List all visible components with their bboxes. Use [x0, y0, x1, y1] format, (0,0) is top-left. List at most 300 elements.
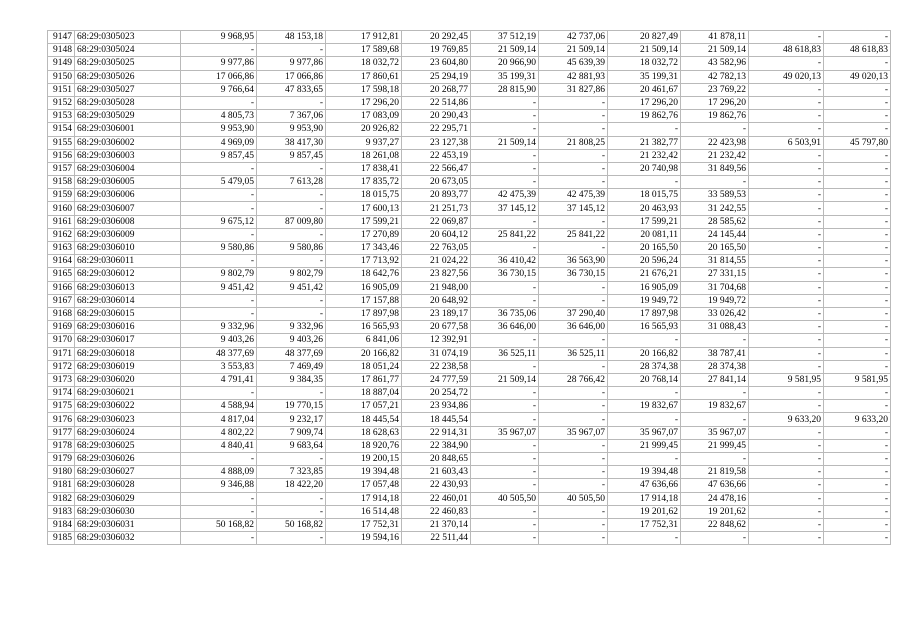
value-cell: -: [181, 255, 257, 268]
value-cell: 5 479,05: [181, 176, 257, 189]
value-cell: 19 594,16: [326, 532, 402, 545]
value-cell: -: [681, 334, 749, 347]
value-cell: -: [749, 492, 824, 505]
value-cell: 21 509,14: [471, 44, 539, 57]
value-cell: 18 887,04: [326, 387, 402, 400]
value-cell: -: [824, 176, 891, 189]
value-cell: -: [749, 215, 824, 228]
cadastral-number-cell: 68:29:0306013: [75, 281, 181, 294]
value-cell: 19 769,85: [402, 44, 471, 57]
value-cell: 19 862,76: [681, 110, 749, 123]
value-cell: -: [257, 255, 326, 268]
value-cell: 9 346,88: [181, 479, 257, 492]
table-row: [48, 518, 891, 531]
cadastral-number-cell: 68:29:0306007: [75, 202, 181, 215]
value-cell: -: [824, 96, 891, 109]
value-cell: -: [471, 387, 539, 400]
value-cell: 20 166,82: [608, 347, 681, 360]
value-cell: -: [681, 387, 749, 400]
value-cell: -: [749, 268, 824, 281]
cadastral-number-cell: 68:29:0305023: [75, 31, 181, 44]
value-cell: 17 835,72: [326, 176, 402, 189]
value-cell: 9 332,96: [181, 321, 257, 334]
table-row: [48, 439, 891, 452]
value-cell: 36 730,15: [539, 268, 608, 281]
row-number-cell: 9159: [48, 189, 75, 202]
value-cell: 24 777,59: [402, 373, 471, 386]
cadastral-number-cell: 68:29:0306023: [75, 413, 181, 426]
value-cell: 21 509,14: [471, 373, 539, 386]
value-cell: 35 967,07: [539, 426, 608, 439]
value-cell: -: [471, 215, 539, 228]
value-cell: -: [749, 439, 824, 452]
value-cell: 33 589,53: [681, 189, 749, 202]
value-cell: 47 636,66: [608, 479, 681, 492]
value-cell: 21 382,77: [608, 136, 681, 149]
value-cell: -: [257, 44, 326, 57]
value-cell: 47 636,66: [681, 479, 749, 492]
value-cell: -: [471, 176, 539, 189]
row-number-cell: 9171: [48, 347, 75, 360]
value-cell: -: [824, 360, 891, 373]
value-cell: -: [539, 360, 608, 373]
value-cell: 9 332,96: [257, 321, 326, 334]
value-cell: 22 069,87: [402, 215, 471, 228]
value-cell: 31 849,56: [681, 162, 749, 175]
value-cell: -: [257, 307, 326, 320]
value-cell: 20 768,14: [608, 373, 681, 386]
cadastral-number-cell: 68:29:0306029: [75, 492, 181, 505]
value-cell: -: [749, 532, 824, 545]
row-number-cell: 9179: [48, 453, 75, 466]
row-number-cell: 9165: [48, 268, 75, 281]
value-cell: 9 937,27: [326, 136, 402, 149]
value-cell: -: [471, 123, 539, 136]
row-number-cell: 9150: [48, 70, 75, 83]
value-cell: 9 977,86: [257, 57, 326, 70]
value-cell: -: [824, 242, 891, 255]
value-cell: 24 145,44: [681, 228, 749, 241]
value-cell: 23 934,86: [402, 400, 471, 413]
value-cell: -: [539, 215, 608, 228]
value-cell: 9 633,20: [824, 413, 891, 426]
value-cell: -: [257, 202, 326, 215]
value-cell: -: [539, 400, 608, 413]
table-row: [48, 162, 891, 175]
value-cell: -: [824, 189, 891, 202]
value-cell: -: [749, 479, 824, 492]
value-cell: 20 648,92: [402, 294, 471, 307]
value-cell: 20 268,77: [402, 83, 471, 96]
value-cell: -: [824, 518, 891, 531]
value-cell: 48 618,83: [824, 44, 891, 57]
value-cell: -: [749, 31, 824, 44]
cadastral-number-cell: 68:29:0305029: [75, 110, 181, 123]
table-row: [48, 479, 891, 492]
table-row: [48, 492, 891, 505]
table-row: [48, 347, 891, 360]
value-cell: 19 862,76: [608, 110, 681, 123]
value-cell: -: [471, 242, 539, 255]
value-cell: 9 580,86: [181, 242, 257, 255]
value-cell: 20 463,93: [608, 202, 681, 215]
value-cell: -: [749, 228, 824, 241]
value-cell: 20 966,90: [471, 57, 539, 70]
cadastral-number-cell: 68:29:0306026: [75, 453, 181, 466]
value-cell: 4 969,09: [181, 136, 257, 149]
value-cell: 9 232,17: [257, 413, 326, 426]
value-cell: 21 819,58: [681, 466, 749, 479]
value-cell: 9 802,79: [257, 268, 326, 281]
row-number-cell: 9162: [48, 228, 75, 241]
value-cell: 9 384,35: [257, 373, 326, 386]
value-cell: 21 509,14: [608, 44, 681, 57]
value-cell: 19 949,72: [608, 294, 681, 307]
value-cell: -: [749, 281, 824, 294]
row-number-cell: 9149: [48, 57, 75, 70]
cadastral-number-cell: 68:29:0306008: [75, 215, 181, 228]
value-cell: -: [749, 149, 824, 162]
table-row: [48, 189, 891, 202]
value-cell: 9 766,64: [181, 83, 257, 96]
value-cell: 47 833,65: [257, 83, 326, 96]
value-cell: -: [539, 479, 608, 492]
row-number-cell: 9184: [48, 518, 75, 531]
value-cell: 20 166,82: [326, 347, 402, 360]
value-cell: 17 897,98: [326, 307, 402, 320]
value-cell: -: [749, 294, 824, 307]
row-number-cell: 9170: [48, 334, 75, 347]
value-cell: 18 261,08: [326, 149, 402, 162]
value-cell: 18 642,76: [326, 268, 402, 281]
value-cell: 37 145,12: [539, 202, 608, 215]
table-row: [48, 110, 891, 123]
cadastral-number-cell: 68:29:0306024: [75, 426, 181, 439]
value-cell: -: [539, 162, 608, 175]
value-cell: 20 677,58: [402, 321, 471, 334]
value-cell: -: [824, 321, 891, 334]
row-number-cell: 9167: [48, 294, 75, 307]
cadastral-number-cell: 68:29:0305028: [75, 96, 181, 109]
value-cell: -: [824, 31, 891, 44]
value-cell: -: [539, 149, 608, 162]
row-number-cell: 9175: [48, 400, 75, 413]
value-cell: 9 977,86: [181, 57, 257, 70]
cadastral-number-cell: 68:29:0306015: [75, 307, 181, 320]
value-cell: -: [539, 466, 608, 479]
value-cell: -: [681, 123, 749, 136]
table-row: [48, 532, 891, 545]
value-cell: -: [824, 123, 891, 136]
cadastral-number-cell: 68:29:0306009: [75, 228, 181, 241]
value-cell: 21 509,14: [539, 44, 608, 57]
value-cell: 42 475,39: [471, 189, 539, 202]
value-cell: 21 999,45: [608, 439, 681, 452]
table-row: [48, 255, 891, 268]
table-row: [48, 149, 891, 162]
value-cell: -: [471, 110, 539, 123]
table-row: [48, 334, 891, 347]
value-cell: 20 081,11: [608, 228, 681, 241]
value-cell: -: [181, 453, 257, 466]
table-row: [48, 268, 891, 281]
value-cell: 4 791,41: [181, 373, 257, 386]
value-cell: 33 026,42: [681, 307, 749, 320]
value-cell: 23 127,38: [402, 136, 471, 149]
value-cell: 17 083,09: [326, 110, 402, 123]
value-cell: 36 730,15: [471, 268, 539, 281]
value-cell: 49 020,13: [824, 70, 891, 83]
cadastral-number-cell: 68:29:0306017: [75, 334, 181, 347]
value-cell: 17 057,21: [326, 400, 402, 413]
row-number-cell: 9158: [48, 176, 75, 189]
table-row: [48, 96, 891, 109]
value-cell: 18 032,72: [608, 57, 681, 70]
value-cell: -: [749, 334, 824, 347]
table-row: [48, 70, 891, 83]
table-body: [48, 31, 891, 545]
value-cell: 22 295,71: [402, 123, 471, 136]
value-cell: 19 201,62: [681, 505, 749, 518]
value-cell: 36 410,42: [471, 255, 539, 268]
value-cell: 20 165,50: [608, 242, 681, 255]
value-cell: 18 422,20: [257, 479, 326, 492]
value-cell: 21 948,00: [402, 281, 471, 294]
value-cell: 4 588,94: [181, 400, 257, 413]
value-cell: -: [681, 532, 749, 545]
value-cell: 20 254,72: [402, 387, 471, 400]
value-cell: 9 968,95: [181, 31, 257, 44]
value-cell: 17 752,31: [326, 518, 402, 531]
value-cell: -: [181, 228, 257, 241]
cadastral-number-cell: 68:29:0305025: [75, 57, 181, 70]
value-cell: 50 168,82: [257, 518, 326, 531]
value-cell: 9 675,12: [181, 215, 257, 228]
value-cell: 23 827,56: [402, 268, 471, 281]
value-cell: -: [749, 400, 824, 413]
row-number-cell: 9151: [48, 83, 75, 96]
value-cell: -: [749, 110, 824, 123]
cadastral-number-cell: 68:29:0306030: [75, 505, 181, 518]
value-cell: -: [471, 162, 539, 175]
value-cell: 35 199,31: [608, 70, 681, 83]
value-cell: 22 384,90: [402, 439, 471, 452]
value-cell: -: [608, 123, 681, 136]
cadastral-number-cell: 68:29:0306018: [75, 347, 181, 360]
value-cell: -: [749, 189, 824, 202]
value-cell: 7 909,74: [257, 426, 326, 439]
value-cell: -: [257, 96, 326, 109]
row-number-cell: 9176: [48, 413, 75, 426]
value-cell: 19 949,72: [681, 294, 749, 307]
value-cell: 28 815,90: [471, 83, 539, 96]
value-cell: 22 511,44: [402, 532, 471, 545]
value-cell: -: [608, 453, 681, 466]
value-cell: 22 460,83: [402, 505, 471, 518]
value-cell: 17 296,20: [608, 96, 681, 109]
value-cell: 21 603,43: [402, 466, 471, 479]
value-cell: 18 015,75: [608, 189, 681, 202]
value-cell: -: [181, 162, 257, 175]
value-cell: 20 461,67: [608, 83, 681, 96]
value-cell: 28 374,38: [608, 360, 681, 373]
value-cell: -: [824, 334, 891, 347]
value-cell: 38 787,41: [681, 347, 749, 360]
value-cell: 17 713,92: [326, 255, 402, 268]
value-cell: -: [749, 57, 824, 70]
value-cell: 42 475,39: [539, 189, 608, 202]
value-cell: -: [181, 294, 257, 307]
value-cell: -: [181, 96, 257, 109]
table-row: [48, 281, 891, 294]
table-row: [48, 215, 891, 228]
value-cell: -: [749, 242, 824, 255]
value-cell: -: [539, 334, 608, 347]
value-cell: 9 581,95: [824, 373, 891, 386]
row-number-cell: 9168: [48, 307, 75, 320]
data-table: [47, 30, 891, 545]
value-cell: 17 066,86: [257, 70, 326, 83]
value-cell: 22 430,93: [402, 479, 471, 492]
value-cell: -: [824, 426, 891, 439]
value-cell: 23 604,80: [402, 57, 471, 70]
value-cell: 20 290,43: [402, 110, 471, 123]
value-cell: 21 808,25: [539, 136, 608, 149]
value-cell: 18 032,72: [326, 57, 402, 70]
value-cell: 20 926,82: [326, 123, 402, 136]
value-cell: -: [681, 453, 749, 466]
cadastral-number-cell: 68:29:0306021: [75, 387, 181, 400]
value-cell: 9 581,95: [749, 373, 824, 386]
value-cell: 23 769,22: [681, 83, 749, 96]
row-number-cell: 9161: [48, 215, 75, 228]
value-cell: 9 953,90: [257, 123, 326, 136]
value-cell: 24 478,16: [681, 492, 749, 505]
value-cell: 22 848,62: [681, 518, 749, 531]
value-cell: -: [749, 347, 824, 360]
row-number-cell: 9160: [48, 202, 75, 215]
row-number-cell: 9147: [48, 31, 75, 44]
value-cell: 19 201,62: [608, 505, 681, 518]
value-cell: -: [539, 413, 608, 426]
value-cell: 18 920,76: [326, 439, 402, 452]
value-cell: 4 840,41: [181, 439, 257, 452]
value-cell: -: [608, 387, 681, 400]
value-cell: -: [824, 294, 891, 307]
value-cell: -: [824, 281, 891, 294]
value-cell: 22 460,01: [402, 492, 471, 505]
value-cell: 18 445,54: [326, 413, 402, 426]
value-cell: -: [257, 387, 326, 400]
value-cell: -: [471, 505, 539, 518]
value-cell: 36 735,06: [471, 307, 539, 320]
value-cell: -: [471, 518, 539, 531]
value-cell: 9 633,20: [749, 413, 824, 426]
value-cell: -: [681, 176, 749, 189]
value-cell: 22 423,98: [681, 136, 749, 149]
value-cell: 28 374,38: [681, 360, 749, 373]
value-cell: -: [824, 479, 891, 492]
value-cell: -: [824, 57, 891, 70]
value-cell: 17 838,41: [326, 162, 402, 175]
cadastral-number-cell: 68:29:0305026: [75, 70, 181, 83]
value-cell: 4 802,22: [181, 426, 257, 439]
value-cell: 20 893,77: [402, 189, 471, 202]
value-cell: 35 967,07: [681, 426, 749, 439]
row-number-cell: 9178: [48, 439, 75, 452]
value-cell: 19 770,15: [257, 400, 326, 413]
cadastral-number-cell: 68:29:0306028: [75, 479, 181, 492]
value-cell: -: [749, 123, 824, 136]
value-cell: 35 967,07: [471, 426, 539, 439]
value-cell: 17 599,21: [608, 215, 681, 228]
value-cell: 36 525,11: [471, 347, 539, 360]
value-cell: 21 024,22: [402, 255, 471, 268]
row-number-cell: 9148: [48, 44, 75, 57]
value-cell: 9 580,86: [257, 242, 326, 255]
value-cell: 20 848,65: [402, 453, 471, 466]
value-cell: -: [749, 360, 824, 373]
value-cell: 9 451,42: [181, 281, 257, 294]
value-cell: 7 323,85: [257, 466, 326, 479]
value-cell: 20 604,12: [402, 228, 471, 241]
value-cell: -: [824, 532, 891, 545]
row-number-cell: 9163: [48, 242, 75, 255]
value-cell: -: [471, 281, 539, 294]
value-cell: -: [539, 518, 608, 531]
value-cell: 49 020,13: [749, 70, 824, 83]
value-cell: 21 370,14: [402, 518, 471, 531]
table-row: [48, 321, 891, 334]
value-cell: -: [539, 387, 608, 400]
value-cell: 3 553,83: [181, 360, 257, 373]
value-cell: 17 861,77: [326, 373, 402, 386]
table-row: [48, 453, 891, 466]
value-cell: 16 514,48: [326, 505, 402, 518]
value-cell: 19 394,48: [326, 466, 402, 479]
value-cell: 27 331,15: [681, 268, 749, 281]
value-cell: 22 566,47: [402, 162, 471, 175]
table-row: [48, 31, 891, 44]
value-cell: 48 153,18: [257, 31, 326, 44]
cadastral-number-cell: 68:29:0306010: [75, 242, 181, 255]
value-cell: 45 797,80: [824, 136, 891, 149]
table-row: [48, 400, 891, 413]
cadastral-number-cell: 68:29:0306002: [75, 136, 181, 149]
value-cell: 16 905,09: [326, 281, 402, 294]
value-cell: -: [539, 439, 608, 452]
value-cell: -: [749, 518, 824, 531]
value-cell: -: [257, 453, 326, 466]
cadastral-number-cell: 68:29:0305027: [75, 83, 181, 96]
value-cell: -: [471, 532, 539, 545]
value-cell: -: [824, 347, 891, 360]
row-number-cell: 9154: [48, 123, 75, 136]
value-cell: -: [824, 228, 891, 241]
value-cell: 25 841,22: [539, 228, 608, 241]
row-number-cell: 9173: [48, 373, 75, 386]
value-cell: -: [749, 453, 824, 466]
value-cell: -: [257, 189, 326, 202]
value-cell: 9 953,90: [181, 123, 257, 136]
value-cell: 6 841,06: [326, 334, 402, 347]
row-number-cell: 9164: [48, 255, 75, 268]
cadastral-number-cell: 68:29:0306003: [75, 149, 181, 162]
value-cell: 17 914,18: [608, 492, 681, 505]
value-cell: -: [257, 505, 326, 518]
value-cell: 7 367,06: [257, 110, 326, 123]
value-cell: -: [539, 281, 608, 294]
